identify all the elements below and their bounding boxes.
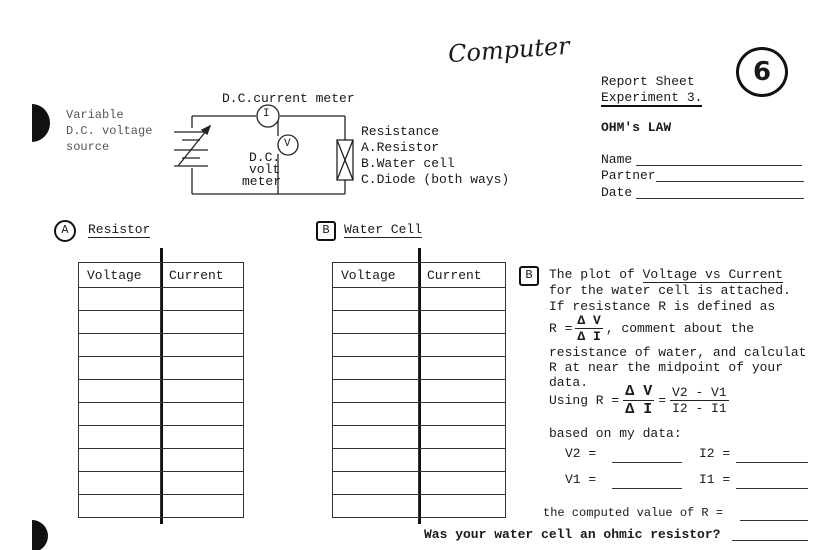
resistance-title: Resistance (361, 124, 440, 139)
column-header-current: Current (161, 263, 244, 288)
question-b-marker: B (519, 266, 539, 286)
table-row[interactable] (79, 334, 244, 357)
difference-fraction: $\frac{V2 - V1}{I2 - I1}$ (672, 385, 727, 416)
using-label: Using R = (549, 392, 620, 408)
r-equals: R = (549, 320, 573, 336)
table-row[interactable] (79, 472, 244, 495)
column-header-voltage: Voltage (79, 263, 161, 288)
question-line-4-text: , comment about the (605, 320, 755, 336)
voltmeter-label-line3: meter (242, 174, 282, 189)
i1-label: I1 = (699, 472, 731, 487)
column-header-voltage: Voltage (333, 263, 419, 288)
table-row[interactable] (333, 472, 506, 495)
table-row[interactable] (79, 357, 244, 380)
using-formula: Using R = $\frac{\text{Δ V}}{\text{Δ I}}$ = $\frac{V2 - V1}{I2 - I1}$ (549, 383, 727, 418)
based-on-data: based on my data: (549, 426, 682, 441)
experiment-label: Experiment 3. (601, 90, 703, 105)
table-row[interactable] (79, 380, 244, 403)
name-field[interactable] (636, 165, 802, 166)
table-row[interactable] (333, 288, 506, 311)
source-label-line1: Variable (66, 108, 124, 122)
table-row[interactable] (333, 311, 506, 334)
ammeter-symbol: I (263, 108, 270, 120)
source-label-line2: D.C. voltage (66, 124, 153, 138)
table-row[interactable] (333, 449, 506, 472)
table-row[interactable] (79, 403, 244, 426)
delta-fraction: $\frac{\text{Δ V}}{\text{Δ I}}$ (577, 313, 601, 344)
table-row[interactable] (333, 334, 506, 357)
punch-hole-bottom (32, 520, 52, 550)
v1-field[interactable] (612, 488, 682, 489)
ohmic-answer-field[interactable] (732, 540, 808, 541)
v2-field[interactable] (612, 462, 682, 463)
current-meter-label: D.C.current meter (222, 91, 355, 106)
table-row[interactable] (79, 426, 244, 449)
partner-field[interactable] (656, 181, 804, 182)
page-title: OHM's LAW (601, 120, 672, 135)
v2-label: V2 = (565, 446, 597, 461)
section-a-marker: A (54, 220, 76, 242)
table-row[interactable] (79, 449, 244, 472)
name-label: Name (601, 152, 633, 167)
i2-field[interactable] (736, 462, 808, 463)
table-row[interactable] (333, 403, 506, 426)
question-line-7: data. (549, 375, 589, 390)
table-row[interactable] (79, 495, 244, 518)
table-row[interactable] (79, 311, 244, 334)
ohmic-question: Was your water cell an ohmic resistor? (424, 527, 721, 542)
question-line-6: R at near the midpoint of your (549, 360, 784, 375)
report-sheet-label: Report Sheet (601, 74, 695, 89)
table-row[interactable] (333, 495, 506, 518)
resistance-item-a: A.Resistor (361, 140, 440, 155)
table-row[interactable] (333, 357, 506, 380)
table-row[interactable] (333, 380, 506, 403)
source-label-line3: source (66, 140, 110, 154)
date-field[interactable] (636, 198, 804, 199)
voltmeter-symbol: V (284, 138, 291, 150)
table-row[interactable] (79, 288, 244, 311)
question-line-5: resistance of water, and calculat (549, 345, 807, 360)
computed-r-field[interactable] (740, 520, 808, 521)
voltmeter-label-line2: volt (249, 162, 281, 177)
question-line-2: for the water cell is attached. (549, 283, 791, 298)
i1-field[interactable] (736, 488, 808, 489)
question-line-1 (549, 267, 783, 282)
question-line-3: If resistance R is defined as (549, 299, 776, 314)
handwritten-note: Computer (447, 31, 571, 69)
question-line-4 (549, 313, 754, 344)
section-a-title: Resistor (88, 222, 151, 237)
experiment-number-circle: 6 (736, 47, 788, 97)
water-cell-data-table (332, 262, 506, 518)
punch-hole-top (32, 104, 54, 142)
resistance-item-c: C.Diode (both ways) (361, 172, 510, 187)
resistance-item-b: B.Water cell (361, 156, 455, 171)
partner-label: Partner (601, 168, 656, 183)
date-label: Date (601, 185, 633, 200)
section-b-title: Water Cell (344, 222, 423, 237)
resistor-data-table (78, 262, 244, 518)
table-row[interactable] (333, 426, 506, 449)
delta-fraction-2: $\frac{\text{Δ V}}{\text{Δ I}}$ (625, 383, 653, 418)
question-line-1-underlined: Voltage vs Current (642, 267, 784, 282)
voltmeter-label-line1: D.C. (249, 150, 281, 165)
section-b-marker: B (316, 221, 336, 241)
v1-label: V1 = (565, 472, 597, 487)
computed-r-label: the computed value of R = (543, 506, 724, 520)
i2-label: I2 = (699, 446, 731, 461)
column-header-current: Current (419, 263, 506, 288)
question-line-1-text: The plot of (549, 267, 643, 282)
